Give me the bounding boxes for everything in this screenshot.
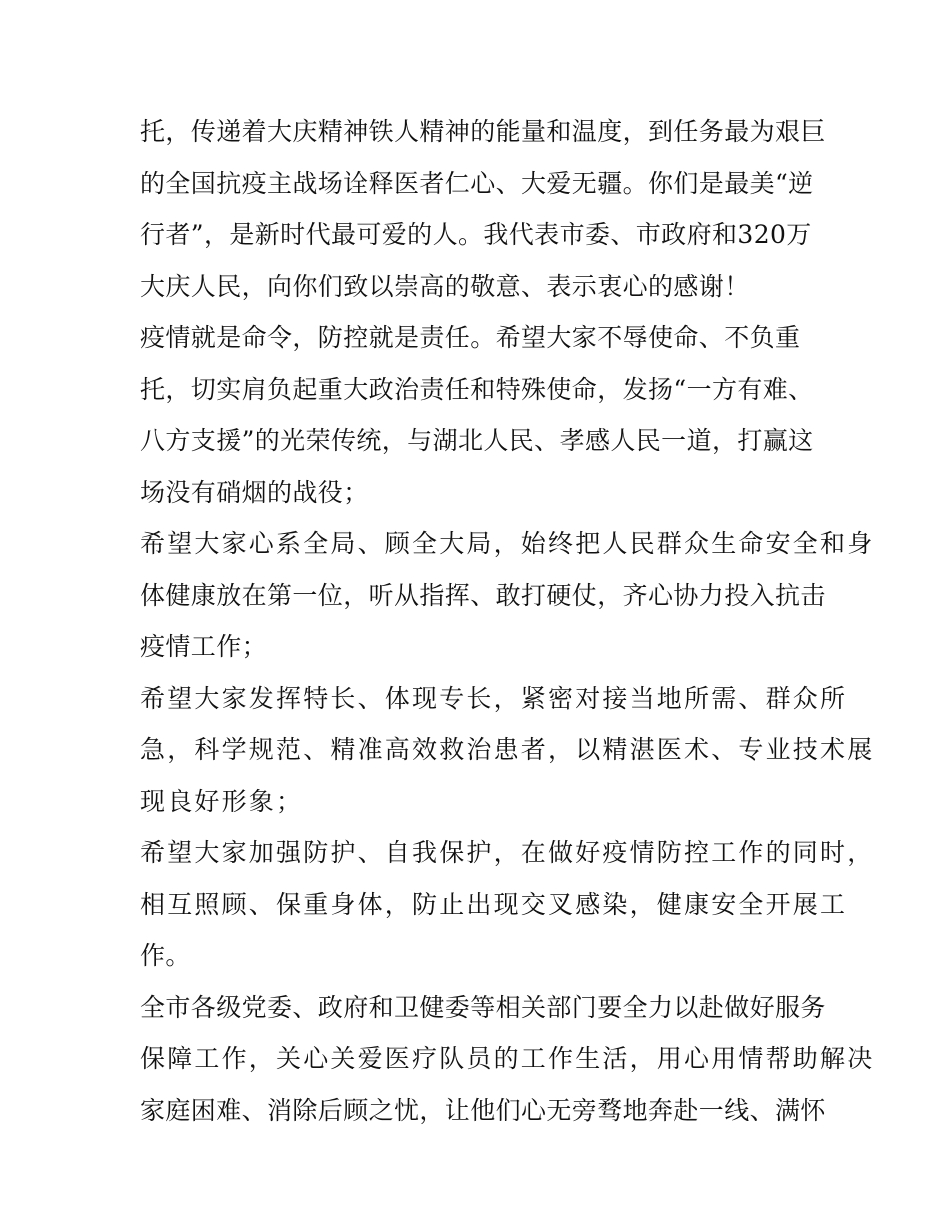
text-line: 疫情工作； xyxy=(140,632,268,661)
text-line: 全市各级党委、政府和卫健委等相关部门要全力以赴做好服务 xyxy=(140,992,826,1022)
text-line: 体健康放在第一位，听从指挥、敢打硬仗，齐心协力投入抗击 xyxy=(140,580,826,610)
text-line: 希望大家加强防护、自我保护，在做好疫情防控工作的同时， xyxy=(140,838,875,867)
text-line: 保障工作，关心关爱医疗队员的工作生活，用心用情帮助解决 xyxy=(140,1044,875,1073)
text-line: 家庭困难、消除后顾之忧，让他们心无旁骛地奔赴一线、满怀 xyxy=(140,1095,826,1125)
text-line: 托，传递着大庆精神铁人精神的能量和温度，到任务最为艰巨 xyxy=(140,117,826,146)
text-line: 希望大家心系全局、顾全大局，始终把人民群众生命安全和身 xyxy=(140,529,875,558)
document-body xyxy=(140,106,875,1136)
text-line: 作。 xyxy=(140,941,191,970)
text-line: 八方支援”的光荣传统，与湖北人民、孝感人民一道，打赢这 xyxy=(140,426,814,455)
text-line: 大庆人民，向你们致以崇高的敬意、表示衷心的感谢！ xyxy=(140,271,750,301)
text-line: 行者”，是新时代最可爱的人。我代表市委、市政府和320万 xyxy=(140,220,812,249)
text-line: 托，切实肩负起重大政治责任和特殊使命，发扬“一方有难、 xyxy=(140,374,814,404)
text-line: 疫情就是命令，防控就是责任。希望大家不辱使命、不负重 xyxy=(140,323,801,352)
text-line: 希望大家发挥特长、体现专长，紧密对接当地所需、群众所 xyxy=(140,683,848,713)
text-line: 场没有硝烟的战役； xyxy=(140,477,369,507)
text-line: 现良好形象； xyxy=(140,786,304,816)
text-line: 相互照顾、保重身体，防止出现交叉感染，健康安全开展工 xyxy=(140,889,848,919)
text-line: 急，科学规范、精准高效救治患者，以精湛医术、专业技术展 xyxy=(140,735,875,764)
text-line: 的全国抗疫主战场诠释医者仁心、大爱无疆。你们是最美“逆 xyxy=(140,168,814,198)
